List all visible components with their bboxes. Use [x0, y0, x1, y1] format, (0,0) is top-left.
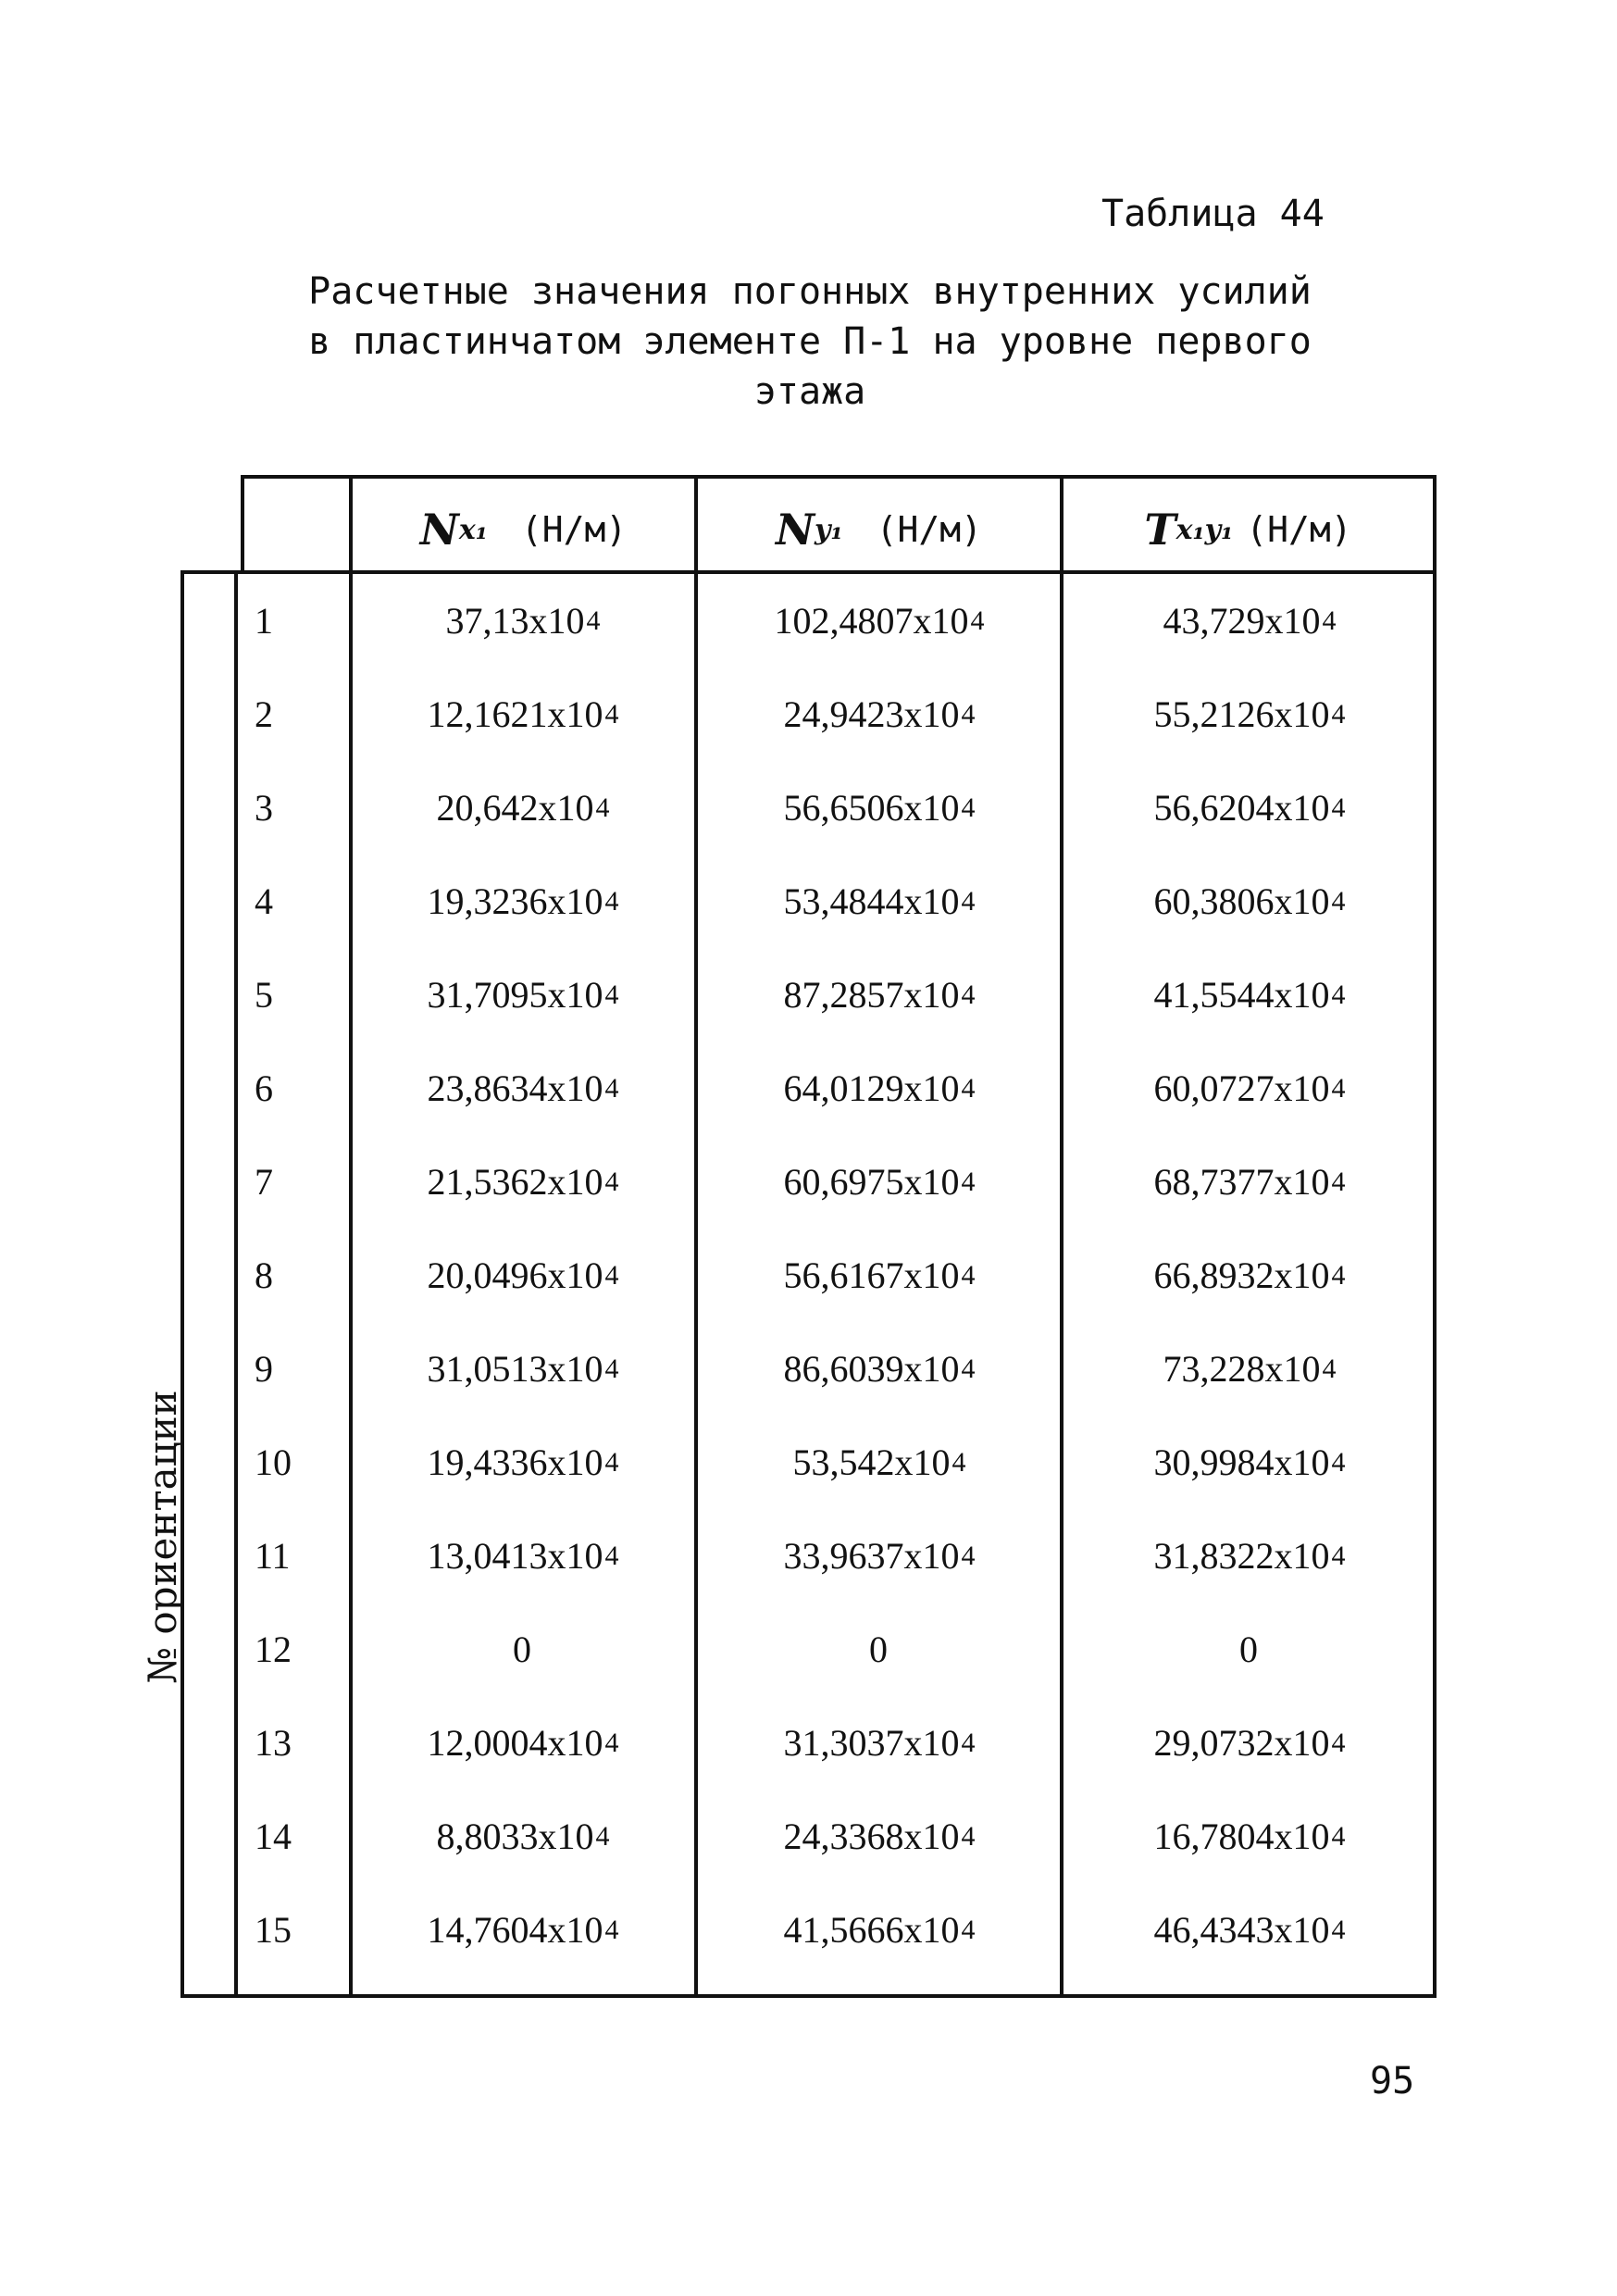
cell-ny1-exponent: 4 — [961, 792, 976, 823]
table-row — [0, 761, 1617, 855]
header-nx1-symbol: N — [419, 505, 459, 555]
cell-ny1-exponent: 4 — [961, 1072, 976, 1104]
cell-ny1-value: 24,9423x10 — [783, 693, 960, 735]
cell-txy — [1064, 1322, 1435, 1416]
cell-nx1-value: 31,0513x10 — [427, 1348, 603, 1390]
cell-txy-value: 0 — [1239, 1628, 1258, 1670]
cell-txy-exponent: 4 — [1331, 979, 1346, 1010]
row-number-value: 14 — [255, 1816, 292, 1857]
table-row — [0, 668, 1617, 761]
orientation-side-label: № ориентации — [139, 1390, 185, 1684]
cell-txy — [1064, 761, 1435, 855]
header-ny1-symbol: N — [775, 505, 815, 555]
header-nx1 — [353, 488, 694, 571]
cell-txy-value: 16,7804x10 — [1153, 1816, 1330, 1857]
cell-nx1 — [352, 1696, 694, 1790]
row-number-value: 6 — [255, 1067, 273, 1109]
cell-txy-value: 60,0727x10 — [1153, 1067, 1330, 1109]
cell-txy-exponent: 4 — [1331, 792, 1346, 823]
cell-txy — [1064, 1696, 1435, 1790]
row-number-value: 3 — [255, 787, 273, 829]
row-number — [236, 1696, 347, 1790]
cell-ny1-value: 31,3037x10 — [783, 1722, 960, 1764]
row-number — [236, 1509, 347, 1603]
cell-nx1-exponent: 4 — [604, 885, 619, 917]
cell-txy-value: 31,8322x10 — [1153, 1535, 1330, 1577]
cell-nx1 — [352, 1416, 694, 1509]
cell-txy-value: 43,729x10 — [1163, 600, 1321, 642]
cell-ny1-exponent: 4 — [961, 1727, 976, 1758]
cell-txy-exponent: 4 — [1331, 1259, 1346, 1291]
cell-nx1-exponent: 4 — [604, 979, 619, 1010]
row-number-value: 12 — [255, 1628, 292, 1670]
cell-ny1 — [699, 1416, 1060, 1509]
cell-txy — [1064, 1509, 1435, 1603]
header-ny1-unit: (Н/м) — [876, 509, 982, 550]
cell-ny1 — [699, 1696, 1060, 1790]
cell-ny1 — [699, 1790, 1060, 1883]
cell-nx1-exponent: 4 — [604, 1540, 619, 1571]
cell-ny1-value: 0 — [869, 1628, 888, 1670]
table-label: Таблица 44 — [1101, 193, 1325, 235]
cell-nx1-value: 31,7095x10 — [427, 974, 603, 1016]
table-row — [0, 1790, 1617, 1883]
row-number-value: 13 — [255, 1722, 292, 1764]
cell-nx1-value: 14,7604x10 — [427, 1909, 603, 1951]
cell-txy-exponent: 4 — [1331, 885, 1346, 917]
row-number — [236, 1883, 347, 1977]
cell-nx1 — [352, 1509, 694, 1603]
header-nx1-unit: (Н/м) — [520, 509, 628, 550]
cell-nx1 — [352, 1322, 694, 1416]
cell-nx1-value: 23,8634x10 — [427, 1067, 603, 1109]
cell-txy — [1064, 1416, 1435, 1509]
row-number-value: 5 — [255, 974, 273, 1016]
cell-ny1-exponent: 4 — [961, 1820, 976, 1852]
cell-nx1 — [352, 1229, 694, 1322]
cell-txy-exponent: 4 — [1331, 1914, 1346, 1945]
row-number — [236, 855, 347, 948]
cell-ny1-value: 86,6039x10 — [783, 1348, 960, 1390]
cell-ny1-value: 53,4844x10 — [783, 880, 960, 922]
cell-txy-exponent: 4 — [1331, 1820, 1346, 1852]
row-number — [236, 1135, 347, 1229]
cell-nx1-exponent: 4 — [595, 792, 610, 823]
cell-nx1 — [352, 855, 694, 948]
cell-nx1-exponent: 4 — [604, 1259, 619, 1291]
cell-txy — [1064, 1883, 1435, 1977]
row-number — [236, 574, 347, 668]
title-line-2: в пластинчатом элементе П-1 на уровне первого — [308, 320, 1312, 363]
row-number — [236, 761, 347, 855]
cell-txy-value: 30,9984x10 — [1153, 1441, 1330, 1483]
cell-nx1 — [352, 1883, 694, 1977]
cell-txy-exponent: 4 — [1331, 698, 1346, 730]
cell-txy — [1064, 1229, 1435, 1322]
cell-txy — [1064, 948, 1435, 1042]
cell-ny1-exponent: 4 — [961, 885, 976, 917]
table-row — [0, 1322, 1617, 1416]
row-number — [236, 948, 347, 1042]
cell-txy-value: 29,0732x10 — [1153, 1722, 1330, 1764]
cell-txy-exponent: 4 — [1322, 1353, 1337, 1384]
cell-nx1-value: 12,1621x10 — [427, 693, 603, 735]
cell-nx1-value: 20,642x10 — [436, 787, 594, 829]
cell-ny1-exponent: 4 — [961, 979, 976, 1010]
cell-txy — [1064, 668, 1435, 761]
cell-ny1-value: 56,6167x10 — [783, 1254, 960, 1296]
cell-txy-value: 60,3806x10 — [1153, 880, 1330, 922]
cell-txy-value: 55,2126x10 — [1153, 693, 1330, 735]
title-line-1: Расчетные значения погонных внутренних усилий — [308, 270, 1312, 313]
cell-nx1 — [352, 668, 694, 761]
cell-txy-value: 73,228x10 — [1163, 1348, 1321, 1390]
row-number-value: 4 — [255, 880, 273, 922]
cell-nx1-value: 12,0004x10 — [427, 1722, 603, 1764]
cell-nx1-value: 21,5362x10 — [427, 1161, 603, 1203]
row-number — [236, 1042, 347, 1135]
cell-ny1-value: 60,6975x10 — [783, 1161, 960, 1203]
header-txy — [1063, 488, 1433, 571]
row-number — [236, 1603, 347, 1696]
cell-ny1 — [699, 1042, 1060, 1135]
cell-txy — [1064, 1135, 1435, 1229]
cell-txy-exponent: 4 — [1331, 1727, 1346, 1758]
cell-txy-exponent: 4 — [1331, 1540, 1346, 1571]
page-number: 95 — [1370, 2060, 1415, 2103]
cell-nx1-value: 37,13x10 — [445, 600, 585, 642]
cell-ny1 — [699, 1883, 1060, 1977]
cell-ny1 — [699, 1603, 1060, 1696]
cell-ny1-value: 53,542x10 — [792, 1441, 951, 1483]
cell-ny1 — [699, 855, 1060, 948]
cell-ny1-value: 56,6506x10 — [783, 787, 960, 829]
cell-ny1-value: 41,5666x10 — [783, 1909, 960, 1951]
row-number-value: 1 — [255, 600, 273, 642]
cell-ny1-exponent: 4 — [961, 698, 976, 730]
cell-nx1-value: 20,0496x10 — [427, 1254, 603, 1296]
cell-nx1-exponent: 4 — [595, 1820, 610, 1852]
row-number — [236, 1790, 347, 1883]
cell-nx1-value: 13,0413x10 — [427, 1535, 603, 1577]
cell-ny1-value: 33,9637x10 — [783, 1535, 960, 1577]
header-ny1 — [698, 488, 1060, 571]
cell-nx1 — [352, 761, 694, 855]
table-row — [0, 1883, 1617, 1977]
cell-txy-value: 66,8932x10 — [1153, 1254, 1330, 1296]
row-number — [236, 668, 347, 761]
row-number-value: 8 — [255, 1254, 273, 1296]
cell-ny1 — [699, 668, 1060, 761]
cell-ny1-exponent: 4 — [952, 1446, 966, 1478]
cell-txy-exponent: 4 — [1322, 605, 1337, 636]
cell-ny1-exponent: 4 — [970, 605, 985, 636]
cell-ny1-value: 102,4807x10 — [774, 600, 969, 642]
cell-nx1-value: 19,4336x10 — [427, 1441, 603, 1483]
cell-nx1-exponent: 4 — [604, 1727, 619, 1758]
cell-txy-exponent: 4 — [1331, 1166, 1346, 1197]
row-number — [236, 1322, 347, 1416]
table-row — [0, 1135, 1617, 1229]
cell-txy — [1064, 1603, 1435, 1696]
cell-nx1 — [352, 574, 694, 668]
cell-ny1-value: 24,3368x10 — [783, 1816, 960, 1857]
cell-ny1 — [699, 1322, 1060, 1416]
cell-ny1 — [699, 948, 1060, 1042]
cell-nx1 — [352, 1790, 694, 1883]
cell-nx1-exponent: 4 — [604, 1072, 619, 1104]
cell-txy — [1064, 855, 1435, 948]
cell-txy-exponent: 4 — [1331, 1446, 1346, 1478]
table-row — [0, 1509, 1617, 1603]
cell-nx1-exponent: 4 — [604, 698, 619, 730]
row-number-value: 11 — [255, 1535, 291, 1577]
cell-nx1 — [352, 948, 694, 1042]
header-nx1-subscript: x₁ — [458, 513, 488, 546]
cell-nx1-exponent: 4 — [604, 1166, 619, 1197]
cell-nx1-value: 8,8033x10 — [436, 1816, 594, 1857]
cell-nx1 — [352, 1135, 694, 1229]
cell-nx1-value: 0 — [513, 1628, 531, 1670]
cell-ny1-exponent: 4 — [961, 1353, 976, 1384]
row-number-value: 9 — [255, 1348, 273, 1390]
title-line-3: этажа — [753, 370, 866, 413]
cell-txy-value: 41,5544x10 — [1153, 974, 1330, 1016]
cell-nx1 — [352, 1603, 694, 1696]
cell-txy — [1064, 574, 1435, 668]
table-row — [0, 855, 1617, 948]
table-row — [0, 1416, 1617, 1509]
row-number-value: 15 — [255, 1909, 292, 1951]
cell-nx1-value: 19,3236x10 — [427, 880, 603, 922]
cell-txy-exponent: 4 — [1331, 1072, 1346, 1104]
cell-nx1-exponent: 4 — [604, 1914, 619, 1945]
table-row — [0, 1696, 1617, 1790]
cell-txy — [1064, 1042, 1435, 1135]
row-number — [236, 1416, 347, 1509]
header-txy-subscript: x₁y₁ — [1175, 513, 1234, 546]
table-row — [0, 1229, 1617, 1322]
row-number-value: 2 — [255, 693, 273, 735]
cell-nx1 — [352, 1042, 694, 1135]
cell-ny1 — [699, 574, 1060, 668]
header-txy-symbol: T — [1144, 505, 1176, 555]
header-txy-unit: (Н/м) — [1246, 509, 1352, 550]
cell-nx1-exponent: 4 — [604, 1353, 619, 1384]
cell-nx1-exponent: 4 — [604, 1446, 619, 1478]
cell-ny1-exponent: 4 — [961, 1914, 976, 1945]
cell-ny1 — [699, 1509, 1060, 1603]
cell-ny1 — [699, 1229, 1060, 1322]
cell-txy — [1064, 1790, 1435, 1883]
header-ny1-subscript: y₁ — [815, 513, 843, 546]
cell-ny1-value: 87,2857x10 — [783, 974, 960, 1016]
table-row — [0, 948, 1617, 1042]
cell-ny1 — [699, 761, 1060, 855]
cell-nx1-exponent: 4 — [586, 605, 601, 636]
cell-ny1-exponent: 4 — [961, 1540, 976, 1571]
table-title — [305, 267, 1314, 417]
row-number-value: 10 — [255, 1441, 292, 1483]
row-number — [236, 1229, 347, 1322]
cell-txy-value: 56,6204x10 — [1153, 787, 1330, 829]
table-row — [0, 1603, 1617, 1696]
cell-ny1-exponent: 4 — [961, 1259, 976, 1291]
cell-ny1-exponent: 4 — [961, 1166, 976, 1197]
cell-txy-value: 68,7377x10 — [1153, 1161, 1330, 1203]
row-number-value: 7 — [255, 1161, 273, 1203]
cell-ny1-value: 64,0129x10 — [783, 1067, 960, 1109]
table-row — [0, 574, 1617, 668]
cell-txy-value: 46,4343x10 — [1153, 1909, 1330, 1951]
table-row — [0, 1042, 1617, 1135]
cell-ny1 — [699, 1135, 1060, 1229]
